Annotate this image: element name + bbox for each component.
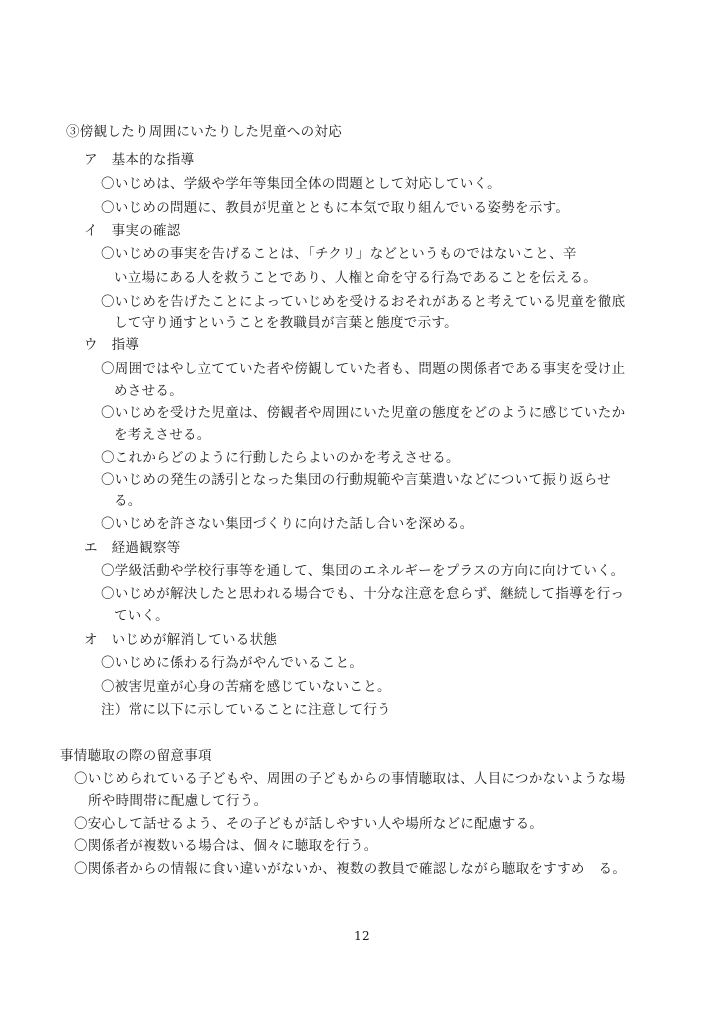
list-item: 〇いじめの発生の誘引となった集団の行動規範や言葉遣いなどについて振り返らせ: [101, 472, 611, 488]
list-item: 〇いじめられている子どもや、周囲の子どもからの事情聴取は、人目につかないような場: [74, 771, 626, 787]
list-item: 〇いじめを告げたことによっていじめを受けるおそれがあると考えている児童を徹底: [101, 294, 626, 310]
list-item: 〇いじめの事実を告げることは、「チクリ」などというものではないこと、辛: [101, 246, 577, 262]
list-item: 〇いじめを受けた児童は、傍観者や周囲にいた児童の態度をどのように感じていたか: [101, 405, 626, 421]
list-item: 〇いじめに係わる行為がやんでいること。: [101, 655, 364, 671]
list-item: 〇周囲ではやし立てていた者や傍観していた者も、問題の関係者である事実を受け止: [101, 361, 626, 377]
list-item-continuation: めさせる。: [114, 383, 183, 399]
list-item: 〇学級活動や学校行事等を通して、集団のエネルギーをプラスの方向に向けていく。: [101, 563, 625, 579]
subsection-title-o: オ いじめが解消している状態: [84, 632, 278, 648]
page-number: 12: [354, 929, 370, 943]
list-item: 〇被害児童が心身の苦痛を感じていないこと。: [101, 679, 391, 695]
section-heading: ③傍観したり周囲にいたりした児童への対応: [66, 124, 342, 140]
subsection-title-u: ウ 指導: [84, 337, 140, 353]
list-item: 〇関係者からの情報に食い違いがないか、複数の教員で確認しながら聴取をすすめ る。: [74, 861, 627, 877]
list-item: 〇これからどのように行動したらよいのかを考えさせる。: [101, 450, 460, 466]
list-item: 〇いじめの問題に、教員が児童とともに本気で取り組んでいる姿勢を示す。: [101, 200, 570, 216]
subsection-title-e: エ 経過観察等: [84, 540, 181, 556]
list-item: 〇安心して話せるよう、その子どもが話しやすい人や場所などに配慮する。: [74, 816, 544, 832]
list-item: 〇いじめを許さない集団づくりに向けた話し合いを深める。: [101, 516, 474, 532]
subsection-title-i: イ 事実の確認: [84, 223, 181, 239]
list-item-continuation: 所や時間帯に配慮して行う。: [88, 793, 268, 809]
list-item: 〇いじめが解決したと思われる場合でも、十分な注意を怠らず、継続して指導を行っ: [101, 586, 625, 602]
list-item: 〇いじめは、学級や学年等集団全体の問題として対応していく。: [101, 176, 501, 192]
list-item: 〇関係者が複数いる場合は、個々に聴取を行う。: [74, 838, 378, 854]
list-item-continuation: を考えさせる。: [114, 427, 211, 443]
note-text: 注）常に以下に示していることに注意して行う: [101, 702, 391, 718]
list-item-continuation: して守り通すということを教職員が言葉と態度で示す。: [114, 315, 458, 331]
interview-section-title: 事情聴取の際の留意事項: [60, 748, 212, 764]
subsection-title-a: ア 基本的な指導: [84, 152, 195, 168]
list-item-continuation: い立場にある人を救うことであり、人権と命を守る行為であることを伝える。: [114, 270, 597, 286]
list-item-continuation: ていく。: [114, 608, 169, 624]
list-item-continuation: る。: [114, 493, 142, 509]
